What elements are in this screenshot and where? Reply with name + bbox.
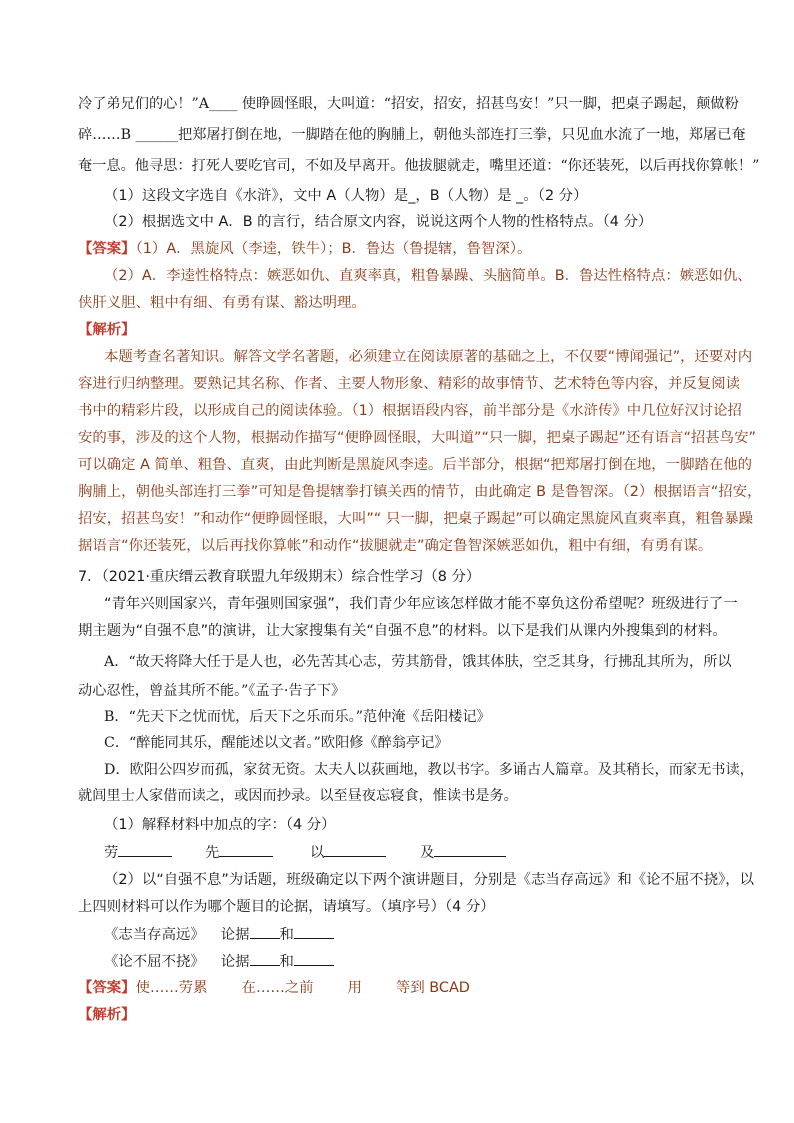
analysis-tag: 【解析】 xyxy=(78,322,136,338)
q6-answer xyxy=(78,239,531,259)
answer-tag: 【答案】 xyxy=(78,980,136,996)
argument-blank[interactable] xyxy=(294,924,334,939)
answer-line-2b: 侠肝义胆、粗中有细、有勇有谋、豁达明理。 xyxy=(78,295,366,311)
analysis-line: 容进行归纳整理。要熟记其名称、作者、主要人物形象、精彩的故事情节、艺术特色等内容，并反复阅读 xyxy=(78,376,740,392)
analysis-line: 招安，招甚鸟安！”和动作“便睁圆怪眼，大叫”“ 只一脚，把桌子踢起”可以确定黑旋风直爽率真，粗鲁暴躁 xyxy=(78,511,754,527)
q7-sub-question-2a: （2）以“自强不息”为话题，班级确定以下两个演讲题目，分别是《志当存高远》和《论不屈不挠》，以 xyxy=(104,872,755,888)
argument-blank[interactable] xyxy=(250,951,280,966)
q7-sub-question-2b: 上四则材料可以作为哪个题目的论据，请填写。（填序号）（4 分） xyxy=(78,899,495,915)
fill-char: 以 xyxy=(310,845,325,861)
fill-char: 先 xyxy=(205,845,220,861)
q6-sub-question-2: （2）根据选文中 A．B 的言行，结合原文内容，说说这两个人物的性格特点。（4 分） xyxy=(104,214,653,230)
passage-line-2: 碎……B ______把郑屠打倒在地，一脚踏在他的胸脯上，朝他头部连打三拳，只见血水流了一地，郑屠已奄 xyxy=(78,127,746,143)
material-c: C．“醉能同其乐，醒能述以文者。”欧阳修《醉翁亭记》 xyxy=(104,735,449,751)
answer-blank[interactable] xyxy=(219,842,273,857)
fill-blank-yi xyxy=(310,842,386,863)
analysis-line: 可以确定 A 简单、粗鲁、直爽，由此判断是黑旋风李逵。后半部分，根据“把郑屠打倒在地，一脚踏在他的 xyxy=(78,457,753,473)
answer-blank[interactable] xyxy=(118,842,172,857)
q7-sub-question-1: （1）解释材料中加点的字：（4 分） xyxy=(104,817,336,833)
speech-title: 《志当存高远》 xyxy=(104,927,205,943)
material-d-line-1: D．欧阳公四岁而孤，家贫无资。太夫人以荻画地，教以书字。多诵古人篇章。及其稍长，而家无书读， xyxy=(104,762,754,778)
q7-header: 7．（2021·重庆缙云教育联盟九年级期末）综合性学习（8 分） xyxy=(78,569,481,585)
and-text: 和 xyxy=(279,954,294,970)
argument-blank[interactable] xyxy=(294,951,334,966)
answer-line-2a: （2）A．李逵性格特点：嫉恶如仇、直爽率真，粗鲁暴躁、头脑简单。B．鲁达性格特点：嫉恶如仇、 xyxy=(104,268,752,284)
and-text: 和 xyxy=(279,927,294,943)
answer-item: 等到 BCAD xyxy=(395,980,470,996)
passage-line-3: 奄一息。他寻思：打死人要吃官司，不如及早离开。他拔腿就走，嘴里还道：“你还装死，以后再找你算帐！” xyxy=(78,158,760,174)
speech-title: 《论不屈不挠》 xyxy=(104,954,205,970)
answer-item: 在……之前 xyxy=(241,980,314,996)
analysis-line: 据语言“你还装死，以后再找你算帐”和动作“拔腿就走”确定鲁智深嫉恶如仇，粗中有细，有勇有谋。 xyxy=(78,538,713,554)
material-a-line-2: 动心忍性，曾益其所不能。”《孟子·告子下》 xyxy=(78,683,346,699)
answer-item: 使……劳累 xyxy=(135,980,208,996)
material-a-line-1: A．“故天将降大任于是人也，必先苦其心志，劳其筋骨，饿其体肤，空乏其身，行拂乱其所为，所以 xyxy=(104,654,732,670)
q7-intro-line-2: 期主题为“自强不息”的演讲，让大家搜集有关“自强不息”的材料。以下是我们从课内外搜集到的材料。 xyxy=(78,623,727,639)
argument-label: 论据 xyxy=(220,927,250,943)
topic-row-1 xyxy=(104,924,334,945)
q7-intro-line-1: “青年兴则国家兴，青年强则国家强”，我们青少年应该怎样做才能不辜负这份希望呢？班级进行了一 xyxy=(104,596,738,612)
answer-blank[interactable] xyxy=(434,842,506,857)
fill-blank-lao xyxy=(104,842,172,863)
fill-blank-ji xyxy=(420,842,506,863)
material-d-line-2: 就闾里士人家借而读之，或因而抄录。以至昼夜忘寝食，惟读书是务。 xyxy=(78,788,518,804)
material-b: B．“先天下之忧而忧，后天下之乐而乐。”范仲淹《岳阳楼记》 xyxy=(104,709,491,725)
fill-blank-xian xyxy=(205,842,273,863)
answer-line-1: （1）A．黑旋风（李逵，铁牛）；B．鲁达（鲁提辖，鲁智深）。 xyxy=(135,241,532,257)
fill-char: 及 xyxy=(420,845,435,861)
answer-item: 用 xyxy=(347,980,362,996)
analysis-line: 胸脯上，朝他头部连打三拳”可知是鲁提辖拳打镇关西的情节，由此确定 B 是鲁智深。（2）根据语言“招安， xyxy=(78,484,762,500)
topic-row-2 xyxy=(104,951,334,972)
analysis-line: 安的事，涉及的这个人物，根据动作描写“便睁圆怪眼，大叫道”“只一脚，把桌子踢起”还有语言“招甚鸟安” xyxy=(78,430,756,446)
fill-char: 劳 xyxy=(104,845,119,861)
q6-sub-question-1: （1）这段文字选自《水浒》，文中 A（人物）是_，B（人物）是 _。（2 分） xyxy=(104,188,588,204)
analysis-line: 本题考查名著知识。解答文学名著题，必须建立在阅读原著的基础之上，不仅要“博闻强记”，还要对内 xyxy=(104,349,753,365)
argument-label: 论据 xyxy=(220,954,250,970)
analysis-line: 书中的精彩片段，以形成自己的阅读体验。（1）根据语段内容，前半部分是《水浒传》中几位好汉讨论招 xyxy=(78,403,742,419)
answer-blank[interactable] xyxy=(324,842,386,857)
q7-analysis-tag: 【解析】 xyxy=(78,1007,136,1023)
q7-answer xyxy=(78,978,470,998)
argument-blank[interactable] xyxy=(250,924,280,939)
answer-tag: 【答案】 xyxy=(78,241,136,257)
passage-line-1: 冷了弟兄们的心！”A____ 使睁圆怪眼，大叫道：“招安，招安，招甚鸟安！”只一脚，把桌子踢起，颠做粉 xyxy=(78,96,739,112)
